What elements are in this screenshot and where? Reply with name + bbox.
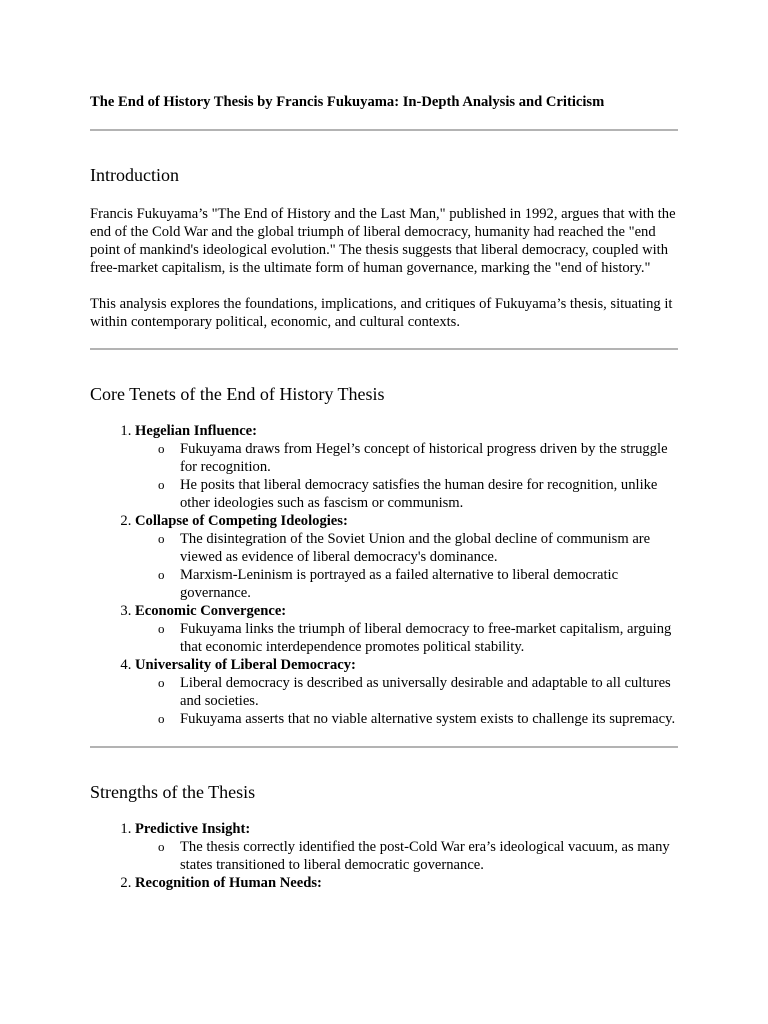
sub-list-item — [158, 440, 678, 476]
section-divider — [90, 348, 678, 350]
sub-list — [135, 440, 678, 512]
document-page — [90, 92, 678, 892]
sub-list-item-text: Fukuyama asserts that no viable alternative system exists to challenge its supremacy. — [180, 711, 676, 727]
sub-list — [135, 674, 678, 728]
sub-list-item — [158, 710, 678, 728]
sub-list-item — [158, 620, 678, 656]
bullet-icon: o — [158, 531, 165, 546]
core-tenets-list — [90, 422, 678, 728]
list-item — [135, 874, 678, 892]
intro-paragraph-2: This analysis explores the foundations, implications, and critiques of Fukuyama’s thesis, situating it within contemporary political, economic, and cultural contexts. — [90, 296, 673, 330]
sub-list-item-text: The thesis correctly identified the post-Cold War era’s ideological vacuum, as many states transitioned to liberal democratic governance. — [180, 839, 670, 873]
bullet-icon: o — [158, 675, 165, 690]
list-item — [135, 422, 678, 512]
list-item-title: Hegelian Influence: — [135, 423, 258, 439]
bullet-icon: o — [158, 839, 165, 854]
sub-list-item-text: Marxism-Leninism is portrayed as a failed alternative to liberal democratic governance. — [180, 567, 619, 601]
sub-list — [135, 620, 678, 656]
section-heading-strengths: Strengths of the Thesis — [90, 782, 256, 802]
sub-list — [135, 838, 678, 874]
section-heading-introduction: Introduction — [90, 165, 179, 185]
list-item — [135, 512, 678, 602]
list-item-title: Predictive Insight: — [135, 821, 251, 837]
section-divider — [90, 129, 678, 131]
bullet-icon: o — [158, 567, 165, 582]
section-divider — [90, 746, 678, 748]
sub-list-item-text: He posits that liberal democracy satisfies the human desire for recognition, unlike other ideologies such as fascism or communism. — [180, 477, 658, 511]
sub-list-item-text: The disintegration of the Soviet Union and the global decline of communism are viewed as evidence of liberal democracy's dominance. — [180, 531, 651, 565]
sub-list-item-text: Fukuyama draws from Hegel’s concept of historical progress driven by the struggle for recognition. — [180, 441, 668, 475]
list-item-title: Universality of Liberal Democracy: — [135, 657, 356, 673]
sub-list — [135, 530, 678, 602]
section-heading-core-tenets: Core Tenets of the End of History Thesis — [90, 384, 385, 404]
intro-paragraph-1: Francis Fukuyama’s "The End of History and the Last Man," published in 1992, argues that with the end of the Cold War and the global triumph of liberal democracy, humanity had reached the "end point of mankind's ideological evolution." The thesis suggests that liberal democracy, coupled with free-market capitalism, is the ultimate form of human governance, marking the "end of history." — [90, 206, 676, 276]
list-item — [135, 656, 678, 728]
bullet-icon: o — [158, 621, 165, 636]
bullet-icon: o — [158, 711, 165, 726]
sub-list-item — [158, 838, 678, 874]
bullet-icon: o — [158, 441, 165, 456]
document-title: The End of History Thesis by Francis Fukuyama: In-Depth Analysis and Criticism — [90, 94, 605, 110]
sub-list-item — [158, 674, 678, 710]
sub-list-item — [158, 476, 678, 512]
list-item-title: Economic Convergence: — [135, 603, 287, 619]
sub-list-item — [158, 566, 678, 602]
list-item — [135, 820, 678, 874]
sub-list-item-text: Fukuyama links the triumph of liberal democracy to free-market capitalism, arguing that economic interdependence promotes political stability. — [180, 621, 672, 655]
sub-list-item — [158, 530, 678, 566]
strengths-list — [90, 820, 678, 892]
list-item — [135, 602, 678, 656]
sub-list-item-text: Liberal democracy is described as universally desirable and adaptable to all cultures and societies. — [180, 675, 671, 709]
list-item-title: Collapse of Competing Ideologies: — [135, 513, 348, 529]
list-item-title: Recognition of Human Needs: — [135, 875, 322, 891]
bullet-icon: o — [158, 477, 165, 492]
